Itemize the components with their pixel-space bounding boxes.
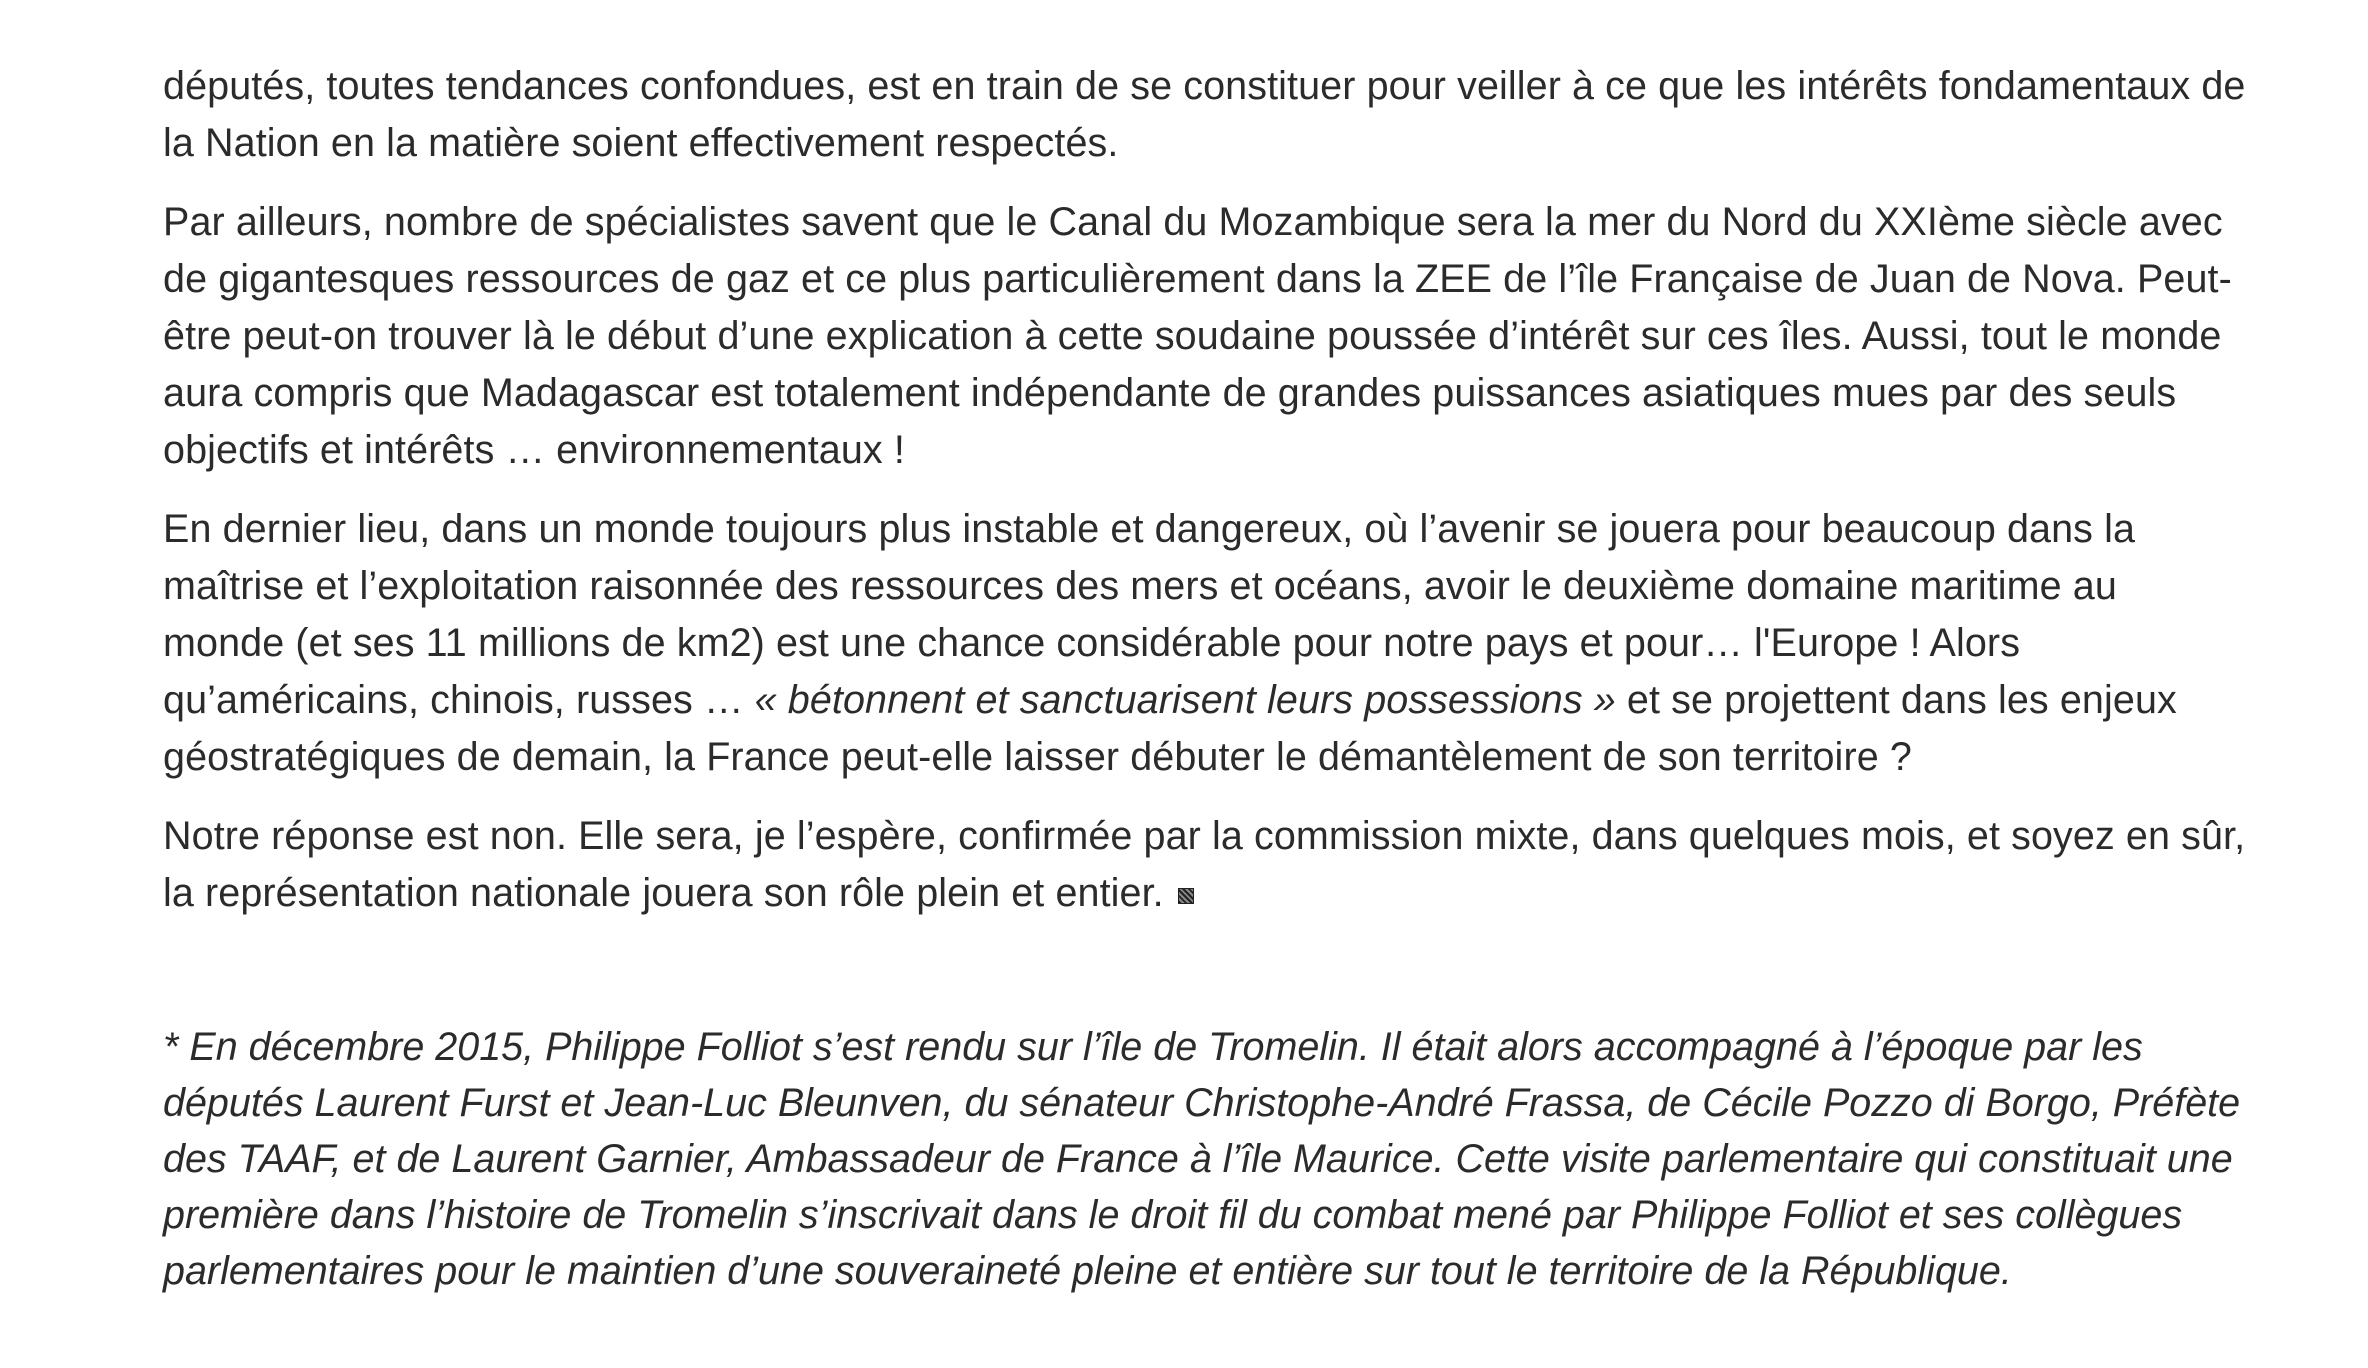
text-line: géostratégiques de demain, la France peut-elle laisser débuter le démantèlement de son territoire ? bbox=[163, 735, 1912, 779]
footnote-line: parlementaires pour le maintien d’une souveraineté pleine et entière sur tout le territoire de la République. bbox=[163, 1249, 2012, 1293]
text-line: de gigantesques ressources de gaz et ce plus particulièrement dans la ZEE de l’île Française de Juan de Nova. Peut- bbox=[163, 257, 2232, 301]
text-segment: qu’américains, chinois, russes … bbox=[163, 678, 755, 722]
end-of-article-icon bbox=[1178, 888, 1194, 904]
footnote bbox=[163, 1019, 2293, 1299]
italic-quote: « bétonnent et sanctuarisent leurs possessions » bbox=[754, 678, 1616, 722]
text-segment: et se projettent dans les enjeux bbox=[1615, 678, 2177, 722]
text-line: En dernier lieu, dans un monde toujours plus instable et dangereux, où l’avenir se jouera pour beaucoup dans la bbox=[163, 507, 2136, 551]
text-line: Par ailleurs, nombre de spécialistes savent que le Canal du Mozambique sera la mer du Nord du XXIème siècle avec bbox=[163, 200, 2223, 244]
text-line: maîtrise et l’exploitation raisonnée des ressources des mers et océans, avoir le deuxième domaine maritime au bbox=[163, 564, 2117, 608]
footnote-line: des TAAF, et de Laurent Garnier, Ambassadeur de France à l’île Maurice. Cette visite parlementaire qui constituait une bbox=[163, 1137, 2233, 1181]
paragraph-1 bbox=[163, 58, 2293, 172]
text-line: être peut-on trouver là le début d’une explication à cette soudaine poussée d’intérêt sur ces îles. Aussi, tout le monde bbox=[163, 314, 2222, 358]
text-line: députés, toutes tendances confondues, est en train de se constituer pour veiller à ce que les intérêts fondamentaux de bbox=[163, 64, 2246, 108]
text-line-end bbox=[163, 865, 2293, 922]
text-line: Notre réponse est non. Elle sera, je l’espère, confirmée par la commission mixte, dans quelques mois, et soyez en sûr, bbox=[163, 814, 2246, 858]
text-line: la Nation en la matière soient effectivement respectés. bbox=[163, 121, 1119, 165]
paragraph-2 bbox=[163, 194, 2293, 479]
paragraph-3 bbox=[163, 501, 2293, 786]
text-line-with-quote bbox=[163, 672, 2293, 729]
document-page bbox=[163, 58, 2293, 1299]
text-line: monde (et ses 11 millions de km2) est une chance considérable pour notre pays et pour… l'Europe ! Alors bbox=[163, 621, 2021, 665]
footnote-line: députés Laurent Furst et Jean-Luc Bleunven, du sénateur Christophe-André Frassa, de Cécile Pozzo di Borgo, Préfète bbox=[163, 1081, 2241, 1125]
paragraph-4 bbox=[163, 808, 2293, 922]
text-segment: la représentation nationale jouera son rôle plein et entier. bbox=[163, 871, 1164, 915]
footnote-line: première dans l’histoire de Tromelin s’inscrivait dans le droit fil du combat mené par Philippe Folliot et ses collègues bbox=[163, 1193, 2183, 1237]
text-line: aura compris que Madagascar est totalement indépendante de grandes puissances asiatiques mues par des seuls bbox=[163, 371, 2177, 415]
footnote-line: * En décembre 2015, Philippe Folliot s’est rendu sur l’île de Tromelin. Il était alors accompagné à l’époque par les bbox=[163, 1025, 2143, 1069]
text-line: objectifs et intérêts … environnementaux ! bbox=[163, 428, 905, 472]
